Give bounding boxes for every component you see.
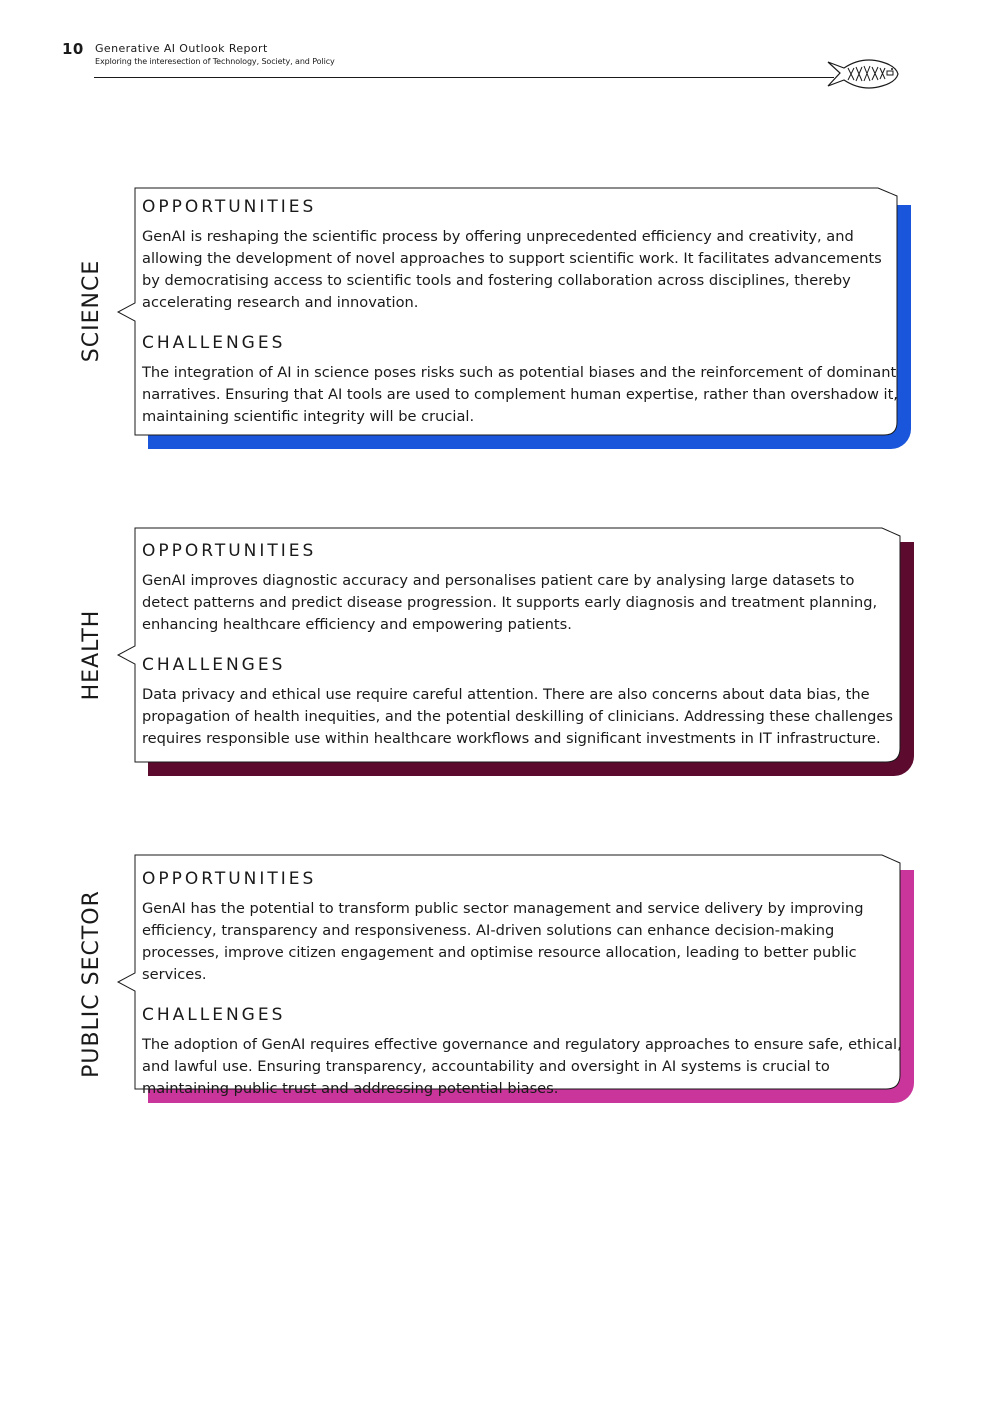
section-content — [142, 196, 902, 428]
opportunities-text: GenAI improves diagnostic accuracy and personalises patient care by analysing large datasets to detect patterns and predict disease progression. It supports early diagnosis and treatment planning, enhancing healthcare efficiency and empowering patients. — [142, 572, 878, 633]
opportunities-text: GenAI has the potential to transform public sector management and service delivery by improving efficiency, transparency and responsiveness. AI-driven solutions can enhance decision-making processes, improve citizen engagement and optimise resource allocation, leading to better public services. — [142, 900, 864, 983]
section-health — [0, 528, 992, 780]
report-subtitle: Exploring the interesection of Technology, Society, and Policy — [95, 57, 335, 66]
opportunities-text: GenAI is reshaping the scientific process by offering unprecedented efficiency and creativity, and allowing the development of novel approaches to support scientific work. It facilitates advancements by democratising access to scientific tools and fostering collaboration across disciplines, thereby accelerating research and innovation. — [142, 228, 882, 311]
fish-logo-icon — [826, 56, 900, 94]
section-public-sector — [0, 855, 992, 1107]
section-label: HEALTH — [79, 609, 104, 701]
challenges-text: The integration of AI in science poses risks such as potential biases and the reinforcement of dominant narratives. Ensuring that AI tools are used to complement human expertise, rather than overshadow it, maintaining scientific integrity will be crucial. — [142, 364, 898, 425]
section-content — [142, 540, 902, 750]
header-rule — [94, 77, 834, 78]
section-label: PUBLIC SECTOR — [79, 890, 104, 1078]
opportunities-heading: OPPORTUNITIES — [142, 197, 317, 217]
challenges-heading: CHALLENGES — [142, 655, 286, 675]
challenges-text: Data privacy and ethical use require careful attention. There are also concerns about data bias, the propagation of health inequities, and the potential deskilling of clinicians. Addressing these challenges requires responsible use within healthcare workflows and significant investments in IT infrastructure. — [142, 686, 894, 747]
challenges-heading: CHALLENGES — [142, 1005, 286, 1025]
challenges-heading: CHALLENGES — [142, 333, 286, 353]
report-title: Generative AI Outlook Report — [95, 42, 268, 55]
page-number: 10 — [62, 40, 84, 58]
challenges-text: The adoption of GenAI requires effective governance and regulatory approaches to ensure safe, ethical, and lawful use. Ensuring transparency, accountability and oversight in AI systems is crucial to maintaining public trust and addressing potential biases. — [142, 1036, 902, 1097]
section-content — [142, 868, 902, 1100]
section-label: SCIENCE — [79, 259, 104, 363]
opportunities-heading: OPPORTUNITIES — [142, 869, 317, 889]
opportunities-heading: OPPORTUNITIES — [142, 541, 317, 561]
section-science — [0, 188, 992, 453]
page-header — [0, 0, 992, 100]
